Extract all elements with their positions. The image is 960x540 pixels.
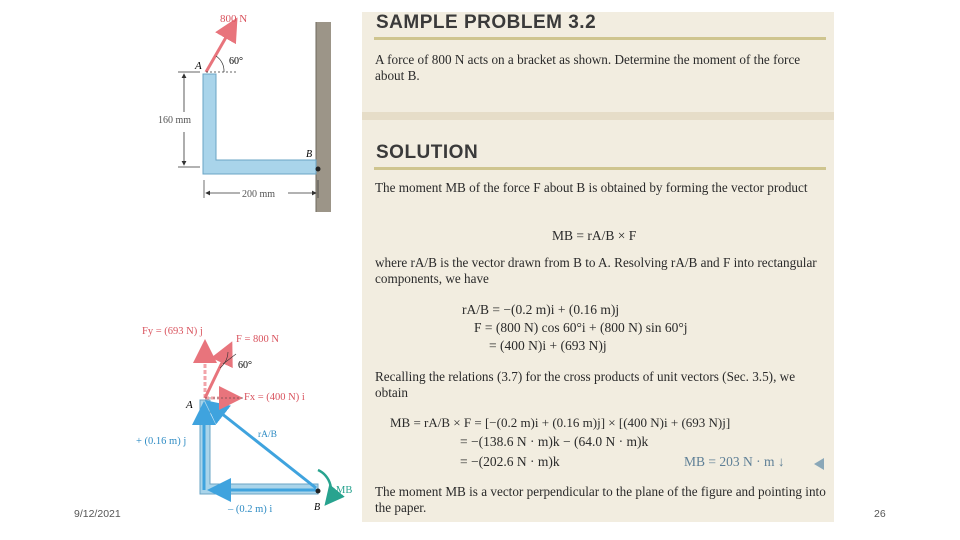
point-b-label: B: [314, 502, 321, 513]
position-vector-arrow: [207, 402, 316, 488]
figure-panel: [128, 12, 362, 522]
width-label: 200 mm: [242, 189, 276, 200]
solution-para-4: The moment MB is a vector perpendicular to the plane of the figure and pointing into the paper.: [375, 484, 826, 515]
mb-label: MB: [336, 485, 353, 496]
top-figure: [158, 13, 331, 212]
fx-label: Fx = (400 N) i: [244, 392, 305, 403]
bottom-figure: [136, 326, 352, 515]
rab-label: rA/B: [258, 430, 277, 440]
answer-marker-icon: [814, 458, 824, 470]
section-divider: [362, 112, 834, 120]
solution-title: SOLUTION: [376, 142, 479, 163]
point-a-label: A: [186, 399, 193, 411]
point-b-dot: [316, 489, 321, 494]
eq-f1: F = (800 N) cos 60°i + (800 N) sin 60°j: [474, 320, 688, 335]
eq-f2: = (400 N)i + (693 N)j: [489, 338, 607, 353]
eq-main: MB = rA/B × F: [552, 228, 637, 243]
footer-page-number: 26: [874, 508, 886, 520]
vertical-component-label: + (0.16 m) j: [136, 436, 187, 447]
force-label: 800 N: [220, 13, 248, 25]
problem-title: SAMPLE PROBLEM 3.2: [376, 12, 597, 33]
f-label: F = 800 N: [236, 334, 279, 345]
point-b-label: B: [306, 149, 313, 160]
eq-r: rA/B = −(0.2 m)i + (0.16 m)j: [462, 302, 620, 317]
eq-m1: MB = rA/B × F = [−(0.2 m)i + (0.16 m)j] × [(400 N)i + (693 N)j]: [390, 415, 731, 430]
angle-label: 60°: [229, 56, 243, 67]
answer: MB = 203 N · m ↓: [684, 454, 785, 469]
bracket-figures: [128, 12, 362, 522]
bracket: [200, 400, 318, 494]
angle-label: 60°: [238, 360, 252, 371]
horizontal-component-label: – (0.2 m) i: [228, 504, 273, 515]
point-b-dot: [316, 167, 321, 172]
force-arrow: [205, 344, 231, 398]
problem-statement: A force of 800 N acts on a bracket as shown. Determine the moment of the force about B.: [375, 52, 801, 83]
solution-para-2: where rA/B is the vector drawn from B to A. Resolving rA/B and F into rectangular components, we have: [375, 255, 817, 286]
moment-arrow: [318, 470, 331, 504]
point-a-label: A: [195, 60, 202, 72]
solution-para-3: Recalling the relations (3.7) for the cross products of unit vectors (Sec. 3.5), we obtain: [375, 369, 796, 400]
solution-para-1: The moment MB of the force F about B is obtained by forming the vector product: [375, 180, 808, 195]
solution-rule: [374, 167, 826, 170]
text-panel: [362, 12, 834, 522]
eq-m3: = −(202.6 N · m)k: [460, 454, 560, 469]
height-label: 160 mm: [158, 115, 192, 126]
bracket: [203, 74, 316, 174]
title-rule: [374, 37, 826, 40]
fy-label: Fy = (693 N) j: [142, 326, 203, 337]
eq-m2: = −(138.6 N · m)k − (64.0 N · m)k: [460, 434, 649, 449]
footer-date: 9/12/2021: [74, 508, 121, 520]
